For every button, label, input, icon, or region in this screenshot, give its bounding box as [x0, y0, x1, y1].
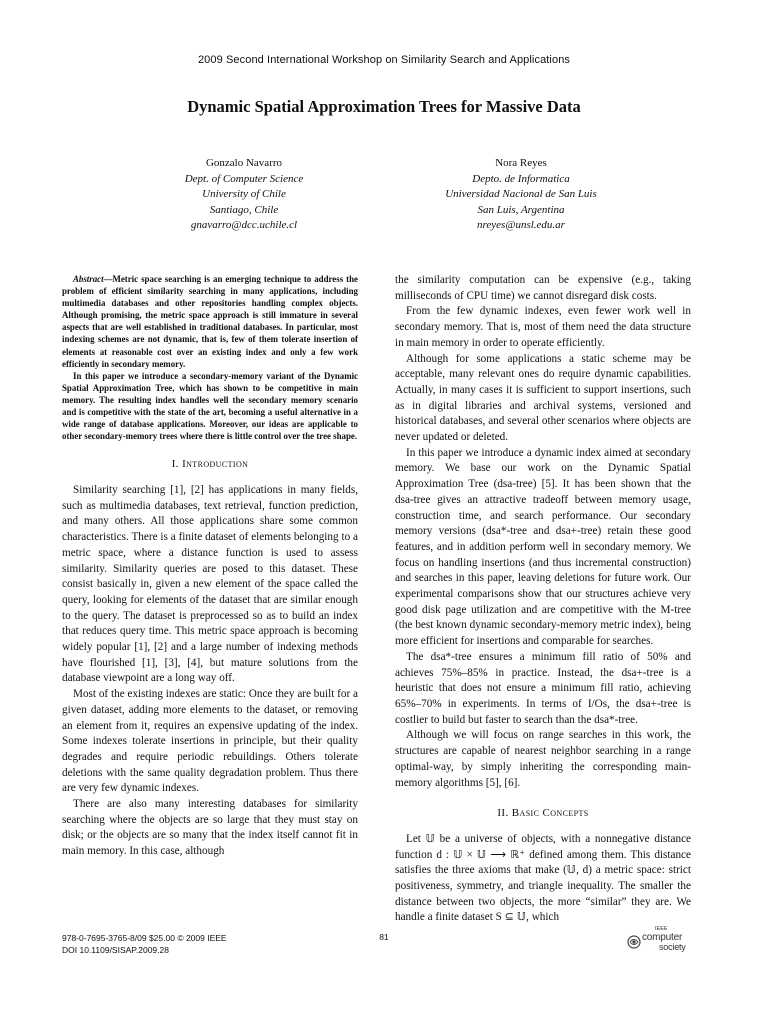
footer-copyright: [62, 932, 227, 956]
intro-paragraph-8: The dsa*-tree ensures a minimum fill ratio of 50% and achieves 75%–85% in practice. Instead, the dsa+-tree is a heuristic that does not ensure a minimum fill ratio, achieving 65%–70% in experiments. In terms of I/Os, the dsa+-tree is costlier to build but faster to search than the dsa*-tree.: [395, 650, 691, 726]
basic-paragraph-1: Let 𝕌 be a universe of objects, with a nonnegative distance function d : 𝕌 × 𝕌 ⟶ ℝ⁺ defined among them. This distance satisfies the three axioms that make (𝕌, d) a metric space: strict positiveness, symmetry, and triangle inequality. The smaller the distance between two objects, the more “similar” they are. We handle a finite dataset S ⊆ 𝕌, which: [395, 832, 691, 924]
author-email: nreyes@unsl.edu.ar: [477, 219, 565, 232]
author-city: Santiago, Chile: [209, 203, 279, 216]
right-column: [395, 273, 691, 926]
conference-header: 2009 Second International Workshop on Similarity Search and Applications: [197, 54, 571, 66]
left-column: [62, 273, 358, 860]
abstract-paragraph-1: Abstract—Metric space searching is an emerging technique to address the problem of efficient similarity searching in many applications, including multimedia databases and other repositories handling complex objects. Although promising, the metric space approach is still immature in several aspects that are well established in traditional databases. In particular, most indexing schemes are not dynamic, that is, few of them tolerate insertion of elements at reasonable cost over an existing index and only a few work efficiently in secondary memory.: [62, 274, 358, 369]
intro-paragraph-5: From the few dynamic indexes, even fewer work well in secondary memory. That is, most of them need the data structure in main memory in order to operate efficiently.: [395, 305, 691, 349]
footer-doi: DOI 10.1109/SISAP.2009.28: [62, 945, 169, 955]
intro-paragraph-3: There are also many interesting databases for similarity searching where the objects are so large that they must stay on disk; or the objects are so many that the index itself cannot fit in main memory. In this case, although: [62, 798, 358, 858]
intro-paragraph-9: Although we will focus on range searches in this work, the structures are capable of nearest neighbor searching in a range optimal-way, by simply inheriting the corresponding main-memory algorithms [5], [6].: [395, 729, 691, 789]
section-heading-introduction: I. Introduction: [171, 458, 249, 471]
author-email: gnavarro@dcc.uchile.cl: [190, 219, 298, 232]
section-heading-basic-concepts: II. Basic Concepts: [497, 807, 589, 820]
page-number: 81: [379, 932, 389, 942]
author-dept: Dept. of Computer Science: [184, 172, 304, 185]
author-block-2: [371, 156, 671, 234]
author-city: San Luis, Argentina: [477, 203, 565, 216]
author-dept: Depto. de Informatica: [472, 172, 570, 185]
intro-paragraph-7: In this paper we introduce a dynamic index aimed at secondary memory. We base our work on the Dynamic Spatial Approximation Tree (dsa-tree) [5]. It has been shown that the dsa-tree gives an attractive tradeoff between memory usage, construction time, and search performance. Our secondary memory versions (dsa*-tree and dsa+-tree) retain these good features, and in addition perform well in secondary memory. We focus on handling insertions (and thus incremental construction) and searches in this paper, leaving deletions for future work. Our experimental comparisons show that our structures achieve very good disk page utilization and are competitive with the M-tree (the best known dynamic secondary-memory metric index), being more efficient for insertions and comparable for searches.: [395, 446, 691, 648]
intro-paragraph-1: Similarity searching [1], [2] has applications in many fields, such as multimedia databases, text retrieval, function prediction, and many others. All those applications share some common characteristics. There is a finite dataset of elements belonging to a metric space, where a distance function is used to assess similarity. Similarity queries are posed to this dataset. These consist basically in, given a new element of the space called the query, looking for elements of the dataset that are similar enough to the query. The dataset is preprocessed so as to build an index that reduces query time. This metric space approach is becoming widely popular [1], [2] and a large number of indexing methods have flourished [1], [3], [4], but mature solutions from the database viewpoint are a long way off.: [62, 484, 358, 685]
intro-paragraph-6: Although for some applications a static scheme may be acceptable, many relevant ones do require dynamic capabilities. Actually, in many cases it is sufficient to support insertions, such as in digital libraries and archival systems, versioned and historical databases, and several other scenarios where objects are never updated or deleted.: [395, 352, 691, 444]
logo-text-ieee: IEEE: [655, 926, 668, 932]
ieee-swirl-icon: [627, 935, 641, 949]
footer-isbn: 978-0-7695-3765-8/09 $25.00 © 2009 IEEE: [62, 933, 227, 943]
author-univ: University of Chile: [202, 188, 286, 201]
author-name: Gonzalo Navarro: [205, 157, 283, 169]
author-name: Nora Reyes: [495, 157, 547, 169]
logo-text-computer: computer: [642, 932, 683, 943]
abstract-lead: Abstract: [73, 274, 104, 284]
intro-paragraph-2: Most of the existing indexes are static: Once they are built for a given dataset, adding more elements to the dataset, or removing an element from it, requires an expensive updating of the index. Some indexes tolerate insertions in principle, but their quality degrades and require periodic rebuildings. Others tolerate deletions with the same quality degradation problem. Thus there are very few dynamic indexes.: [62, 688, 358, 795]
logo-text-society: society: [659, 942, 686, 952]
author-block-1: [94, 156, 394, 234]
ieee-computer-society-logo: [627, 926, 707, 952]
abstract-paragraph-2: In this paper we introduce a secondary-memory variant of the Dynamic Spatial Approximation Tree, which has shown to be competitive in main memory. The resulting index handles well the secondary memory scenario and is competitive with the state of the art, becoming a useful alternative in a wide range of database applications. Moreover, our ideas are applicable to other secondary-memory trees where there is little control over the tree shape.: [62, 370, 358, 442]
intro-paragraph-4: the similarity computation can be expensive (e.g., taking milliseconds of CPU time) we cannot disregard disk costs.: [395, 274, 691, 302]
author-univ: Universidad Nacional de San Luis: [445, 188, 597, 201]
abstract: [62, 273, 358, 442]
paper-title: Dynamic Spatial Approximation Trees for Massive Data: [187, 97, 581, 116]
